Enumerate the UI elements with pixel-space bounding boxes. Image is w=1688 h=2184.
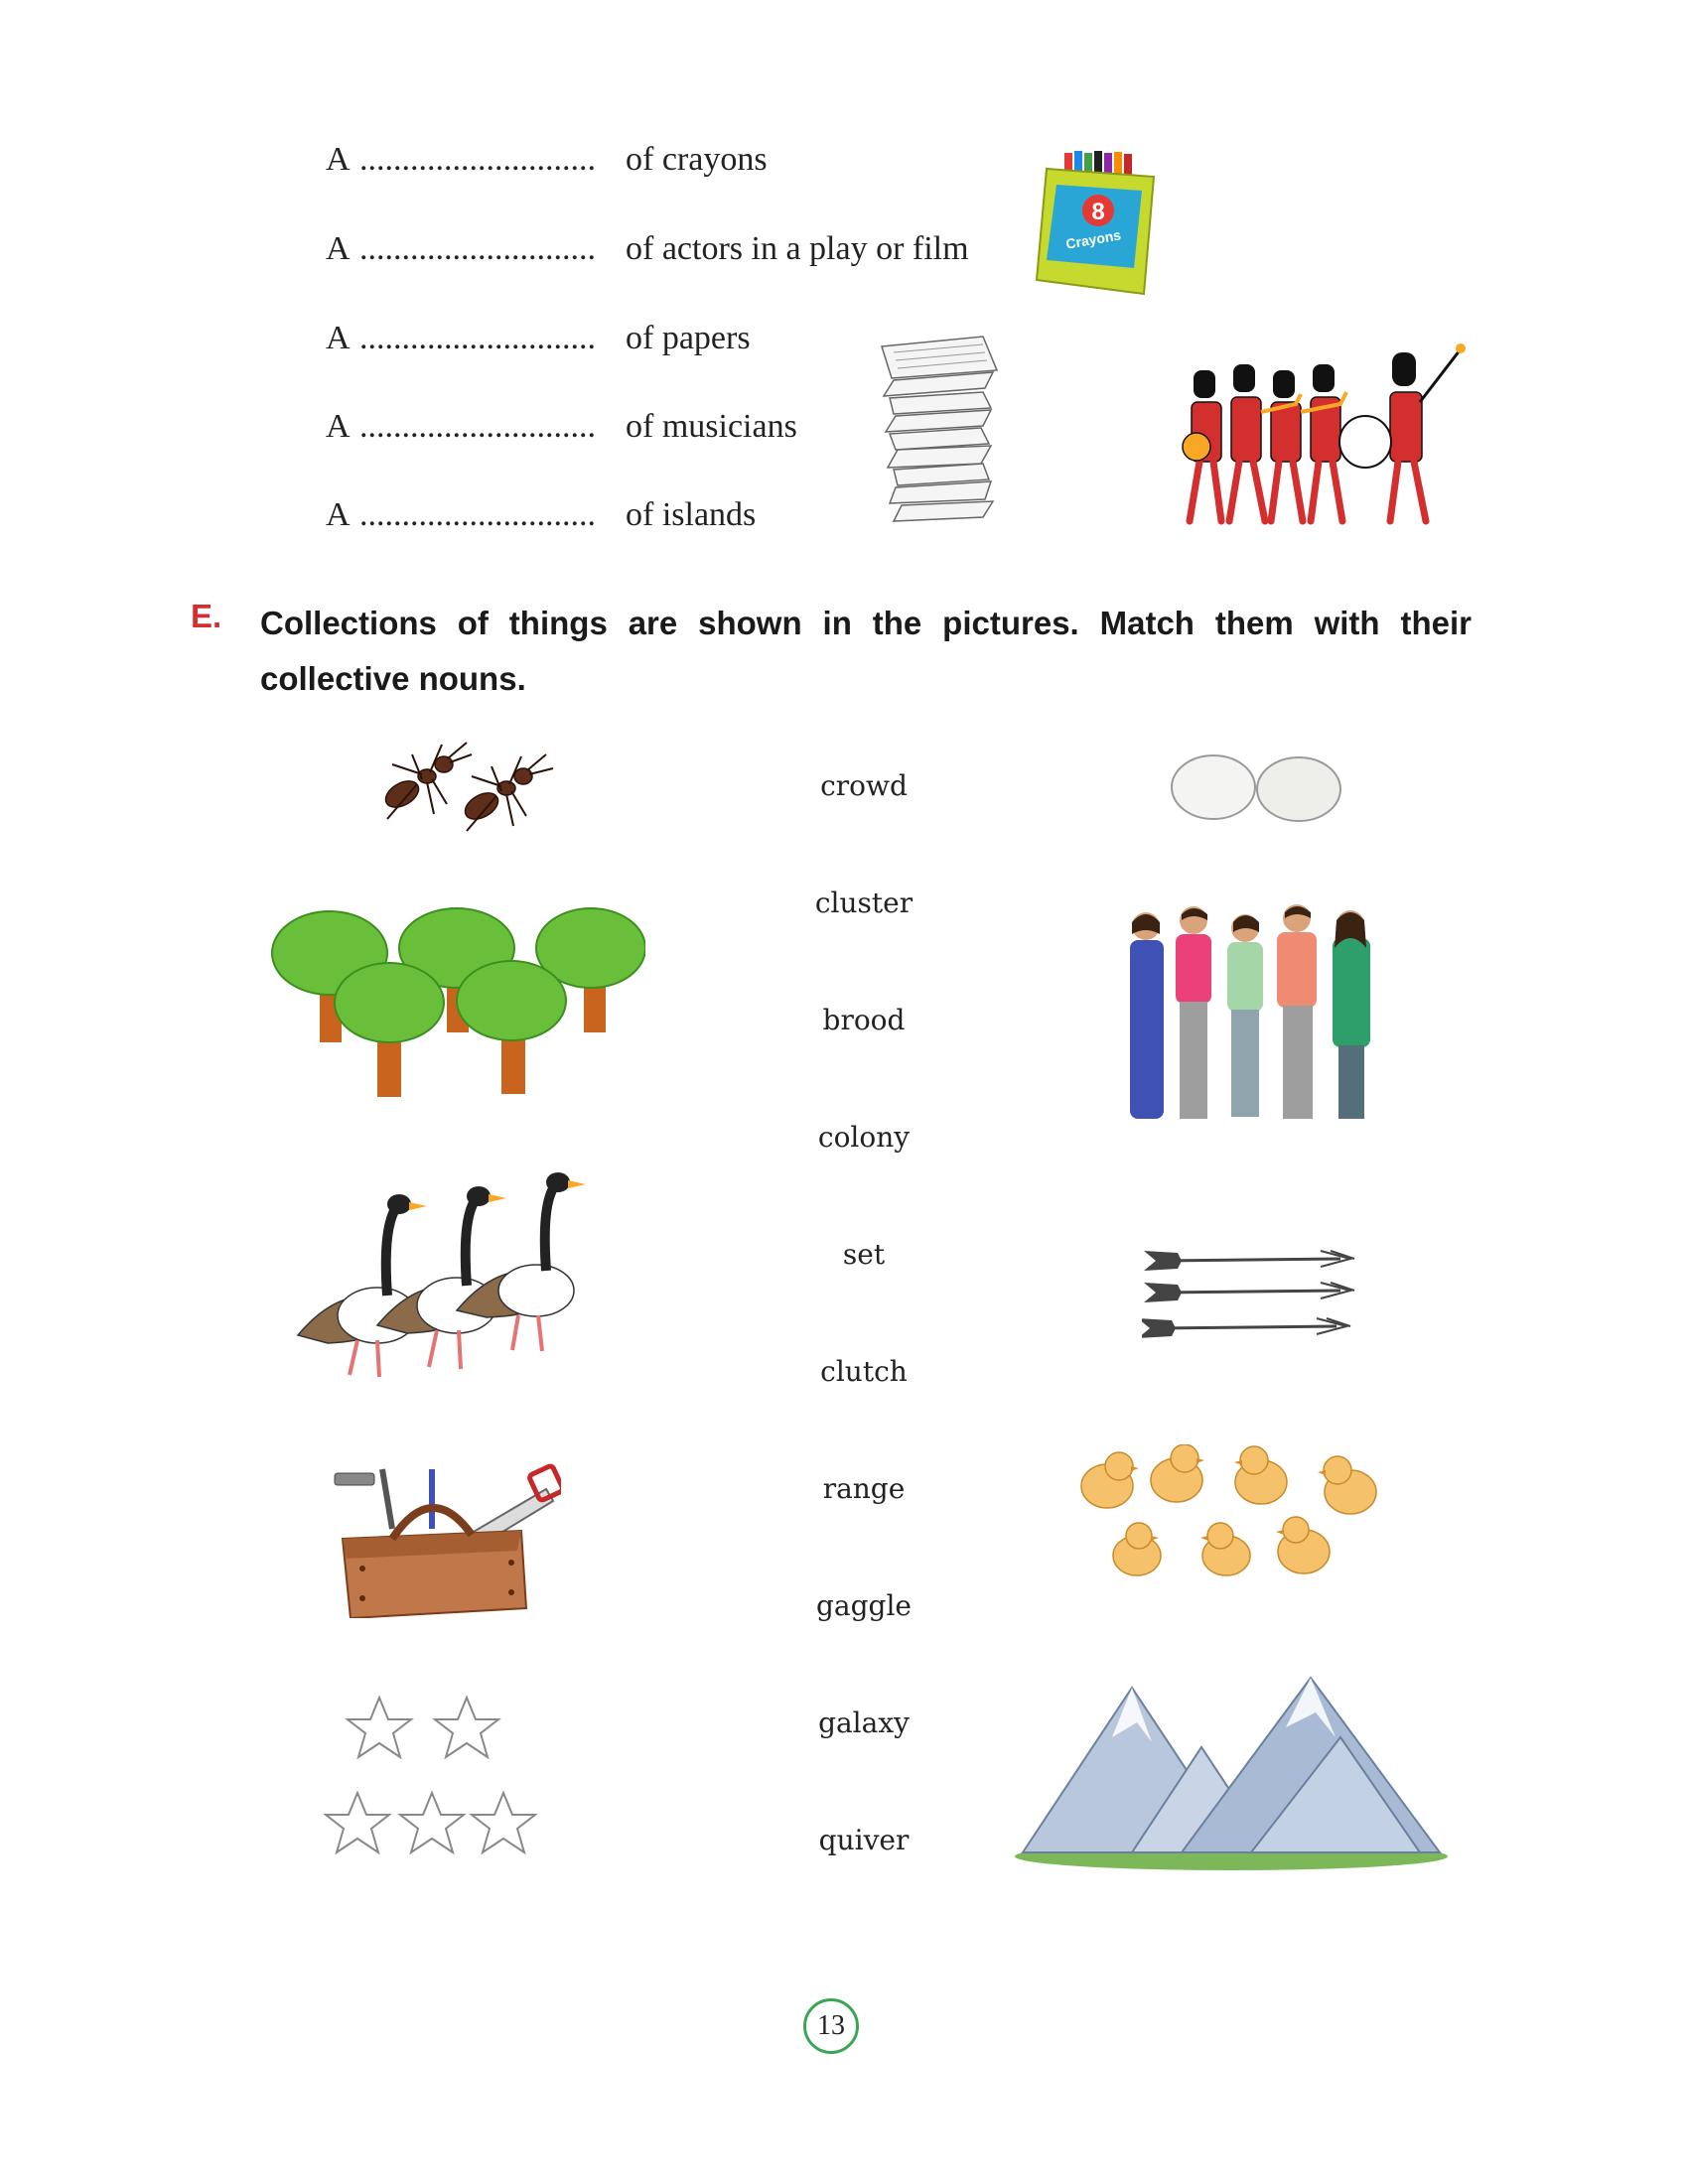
item-article: A bbox=[326, 230, 351, 267]
ants-picture[interactable] bbox=[372, 725, 571, 834]
answer-blank[interactable]: ............................ bbox=[359, 141, 596, 178]
page-number: 13 bbox=[803, 1998, 859, 2054]
item-text: of musicians bbox=[626, 408, 797, 445]
word-option[interactable]: brood bbox=[822, 1004, 906, 1036]
item-text: of islands bbox=[626, 496, 757, 533]
item-article: A bbox=[326, 320, 351, 356]
word-option[interactable]: quiver bbox=[818, 1824, 910, 1856]
item-article: A bbox=[326, 496, 351, 533]
chicks-picture[interactable] bbox=[1067, 1444, 1395, 1593]
item-article: A bbox=[326, 141, 351, 178]
mountains-picture[interactable] bbox=[1013, 1668, 1450, 1876]
section-letter: E. bbox=[191, 598, 222, 634]
item-text: of actors in a play or film bbox=[626, 230, 969, 267]
word-option[interactable]: range bbox=[822, 1472, 906, 1505]
marching-band-picture bbox=[1172, 342, 1470, 531]
arrows-picture[interactable] bbox=[1142, 1241, 1360, 1350]
word-option[interactable]: galaxy bbox=[818, 1706, 910, 1739]
stars-picture[interactable] bbox=[318, 1688, 546, 1871]
crayon-box-brand: Crayons bbox=[1064, 226, 1123, 252]
item-article: A bbox=[326, 408, 351, 445]
word-option[interactable]: cluster bbox=[814, 887, 914, 919]
eggs-picture[interactable] bbox=[1162, 750, 1350, 829]
crayon-box-picture bbox=[1033, 149, 1172, 298]
answer-blank[interactable]: ............................ bbox=[359, 320, 596, 356]
word-option[interactable]: clutch bbox=[820, 1355, 908, 1388]
answer-blank[interactable]: ............................ bbox=[359, 230, 596, 267]
trees-picture[interactable] bbox=[268, 903, 645, 1102]
answer-blank[interactable]: ............................ bbox=[359, 408, 596, 445]
crayon-box-number: 8 bbox=[1091, 199, 1105, 225]
item-text: of papers bbox=[626, 320, 751, 356]
word-option[interactable]: crowd bbox=[820, 769, 908, 802]
word-option[interactable]: set bbox=[842, 1238, 886, 1271]
crowd-picture[interactable] bbox=[1112, 898, 1390, 1127]
geese-picture[interactable] bbox=[288, 1166, 596, 1385]
word-option[interactable]: colony bbox=[817, 1121, 911, 1154]
item-text: of crayons bbox=[626, 141, 768, 178]
toolbox-picture[interactable] bbox=[323, 1459, 561, 1618]
section-instruction: Collections of things are shown in the pictures. Match them with their collective nouns. bbox=[260, 605, 1472, 697]
paper-stack-picture bbox=[874, 333, 1013, 531]
answer-blank[interactable]: ............................ bbox=[359, 496, 596, 533]
word-option[interactable]: gaggle bbox=[816, 1589, 912, 1622]
